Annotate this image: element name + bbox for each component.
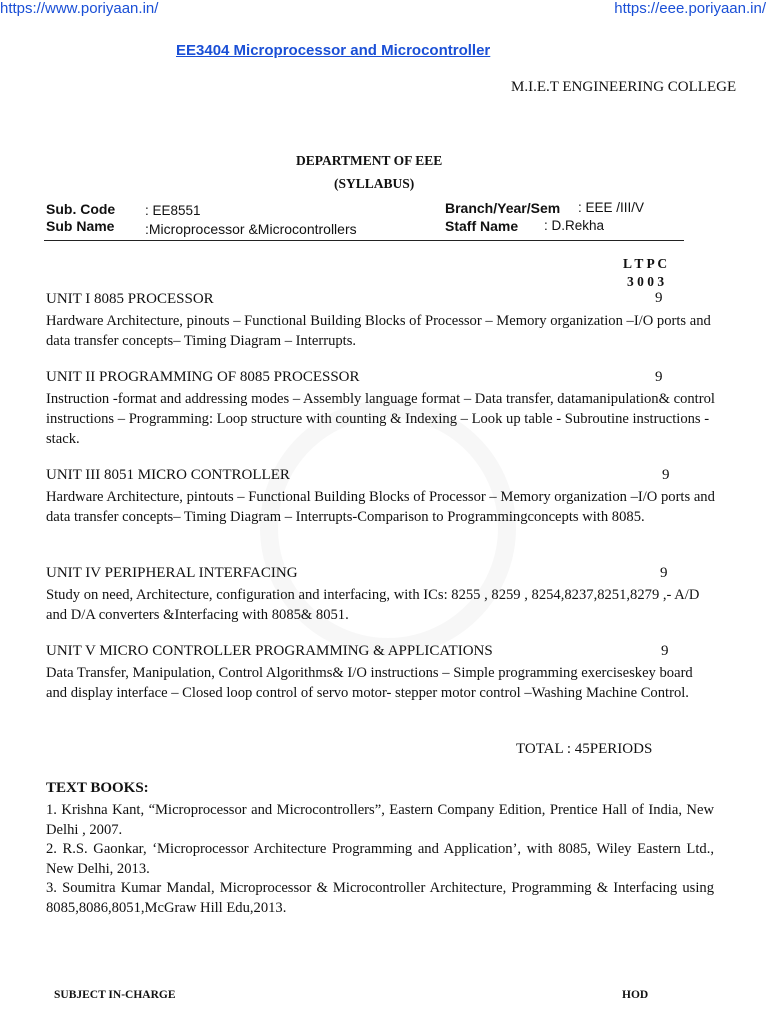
syllabus-heading: (SYLLABUS) [334, 176, 415, 191]
unit-4-content: Study on need, Architecture, configuration and interfacing, with ICs: 8255 , 8259 , 8254,8237,8251,8279 ,- A/D and D/A converters &Interfacing with 8085& 8051. [46, 587, 700, 623]
unit-5-title: UNIT V MICRO CONTROLLER PROGRAMMING & APPLICATIONS [46, 643, 493, 659]
text-book-item: 2. R.S. Gaonkar, ‘Microprocessor Architecture Programming and Application’, with 8085, Wiley Eastern Ltd., New Delhi, 2013. [46, 841, 714, 877]
text-book-item: 1. Krishna Kant, “Microprocessor and Microcontrollers”, Eastern Company Edition, Prentice Hall of India, New Delhi , 2007. [46, 802, 714, 838]
staff-value: : D.Rekha [544, 218, 605, 233]
unit-1-content: Hardware Architecture, pinouts – Functional Building Blocks of Processor – Memory organization –I/O ports and data transfer concepts– Timing Diagram – Interrupts. [46, 313, 711, 349]
sub-code-label: Sub. Code [46, 201, 116, 217]
department-heading: DEPARTMENT OF EEE [296, 153, 443, 168]
total-periods: TOTAL : 45PERIODS [516, 741, 653, 757]
hod-label: HOD [622, 989, 649, 1001]
branch-label: Branch/Year/Sem [445, 200, 561, 216]
unit-1-hours: 9 [655, 290, 663, 306]
course-title-link[interactable]: EE3404 Microprocessor and Microcontroller [176, 42, 491, 59]
unit-4-hours: 9 [660, 565, 668, 581]
unit-2-hours: 9 [655, 369, 663, 385]
unit-3-content: Hardware Architecture, pintouts – Functional Building Blocks of Processor – Memory organization –I/O ports and data transfer concepts– Timing Diagram – Interrupts-Comparison to Programmingconcepts with 8085. [46, 489, 715, 525]
text-book-item: 3. Soumitra Kumar Mandal, Microprocessor & Microcontroller Architecture, Programming & Interfacing using 8085,8086,8051,McGraw Hill Edu,2013. [46, 880, 714, 916]
poriyaan-eee-link[interactable]: https://eee.poriyaan.in/ [614, 0, 766, 17]
subject-in-charge-label: SUBJECT IN-CHARGE [54, 989, 176, 1001]
text-books-heading: TEXT BOOKS: [46, 780, 149, 796]
ltpc-label: L T P C [623, 256, 668, 271]
unit-1-title: UNIT I 8085 PROCESSOR [46, 291, 214, 307]
unit-3-hours: 9 [662, 467, 670, 483]
unit-3-title: UNIT III 8051 MICRO CONTROLLER [46, 467, 290, 483]
unit-5-hours: 9 [661, 643, 669, 659]
college-name: M.I.E.T ENGINEERING COLLEGE [511, 79, 737, 95]
sub-name-value: :Microprocessor &Microcontrollers [145, 221, 357, 237]
staff-label: Staff Name [445, 218, 519, 234]
sub-code-value: : EE8551 [145, 203, 201, 218]
unit-2-title: UNIT II PROGRAMMING OF 8085 PROCESSOR [46, 369, 360, 385]
poriyaan-home-link[interactable]: https://www.poriyaan.in/ [0, 0, 159, 17]
unit-2-content: Instruction -format and addressing modes – Assembly language format – Data transfer, datamanipulation& control instructions – Programming: Loop structure with counting & Indexing – Look up table - Subroutine instructions - stack. [46, 391, 715, 447]
branch-value: : EEE /III/V [578, 200, 645, 215]
unit-5-content: Data Transfer, Manipulation, Control Algorithms& I/O instructions – Simple programming exerciseskey board and display interface – Closed loop control of servo motor- stepper motor control –Washing Machine Control. [46, 665, 693, 701]
unit-4-title: UNIT IV PERIPHERAL INTERFACING [46, 565, 298, 581]
header-divider [44, 240, 684, 241]
sub-name-label: Sub Name [46, 218, 115, 234]
ltpc-values: 3 0 0 3 [627, 274, 665, 289]
